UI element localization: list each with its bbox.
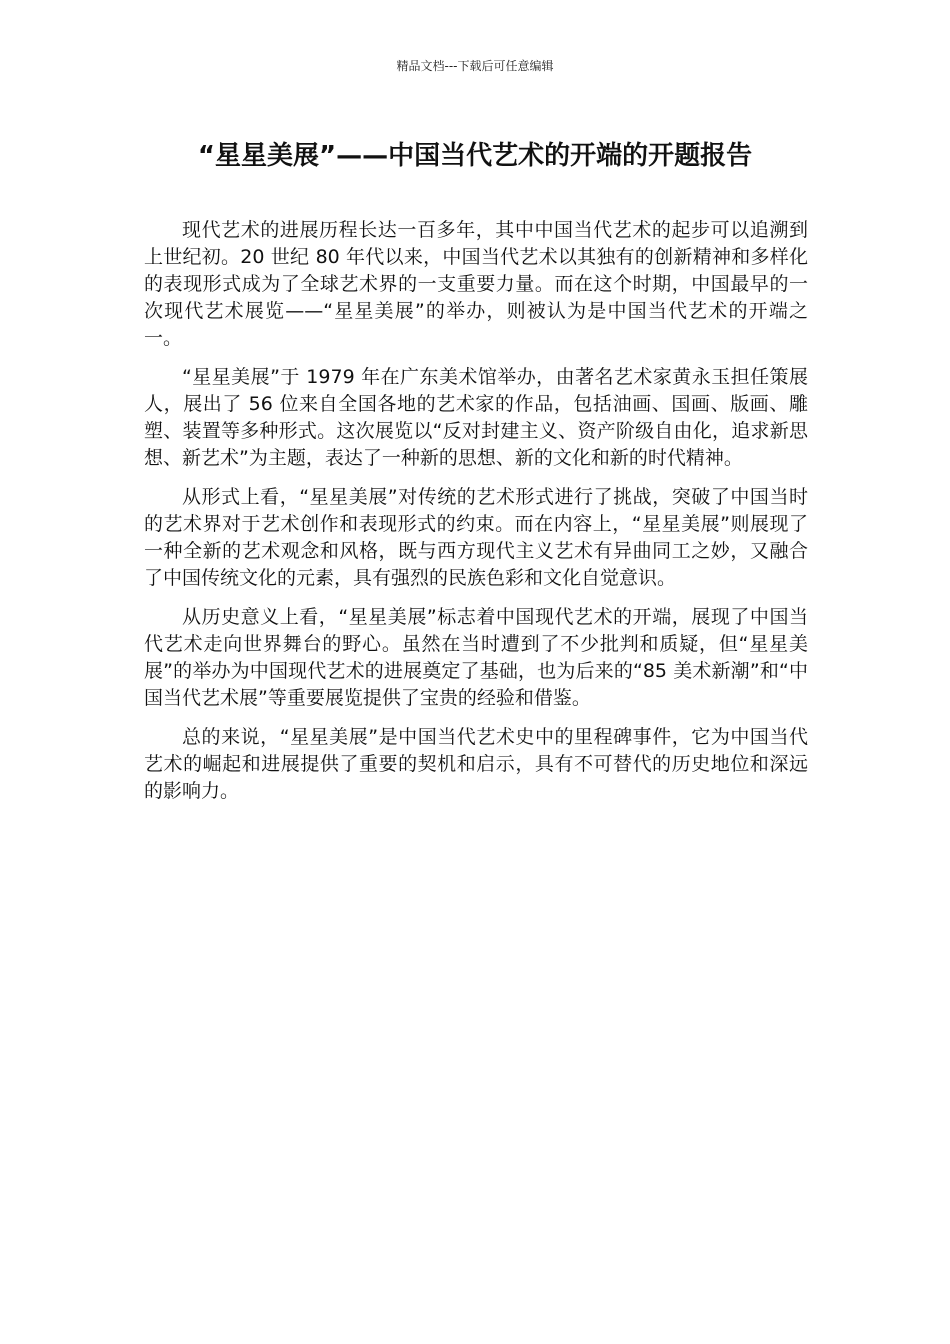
paragraph: “星星美展”于 1979 年在广东美术馆举办，由著名艺术家黄永玉担任策展人，展出了 56 位来自全国各地的艺术家的作品，包括油画、国画、版画、雕塑、装置等多种形式。这次展览以“反对封建主义、资产阶级自由化，追求新思想、新艺术”为主题，表达了一种新的思想、新的文化和新的时代精神。 xyxy=(144,366,808,469)
paragraph: 总的来说，“星星美展”是中国当代艺术史中的里程碑事件，它为中国当代艺术的崛起和进展提供了重要的契机和启示，具有不可替代的历史地位和深远的影响力。 xyxy=(144,726,808,802)
document-body xyxy=(144,217,808,817)
page-header: 精品文档---下载后可任意编辑 xyxy=(396,59,554,73)
paragraph: 现代艺术的进展历程长达一百多年，其中中国当代艺术的起步可以追溯到上世纪初。20 世纪 80 年代以来，中国当代艺术以其独有的创新精神和多样化的表现形式成为了全球艺术界的一支重要力量。而在这个时期，中国最早的一次现代艺术展览——“星星美展”的举办，则被认为是中国当代艺术的开端之一。 xyxy=(144,219,808,349)
paragraph: 从历史意义上看，“星星美展”标志着中国现代艺术的开端，展现了中国当代艺术走向世界舞台的野心。虽然在当时遭到了不少批判和质疑，但“星星美展”的举办为中国现代艺术的进展奠定了基础，也为后来的“85 美术新潮”和“中国当代艺术展”等重要展览提供了宝贵的经验和借鉴。 xyxy=(144,606,808,709)
paragraph: 从形式上看，“星星美展”对传统的艺术形式进行了挑战，突破了中国当时的艺术界对于艺术创作和表现形式的约束。而在内容上，“星星美展”则展现了一种全新的艺术观念和风格，既与西方现代主义艺术有异曲同工之妙，又融合了中国传统文化的元素，具有强烈的民族色彩和文化自觉意识。 xyxy=(144,486,808,589)
document-title: “星星美展”——中国当代艺术的开端的开题报告 xyxy=(197,141,753,171)
